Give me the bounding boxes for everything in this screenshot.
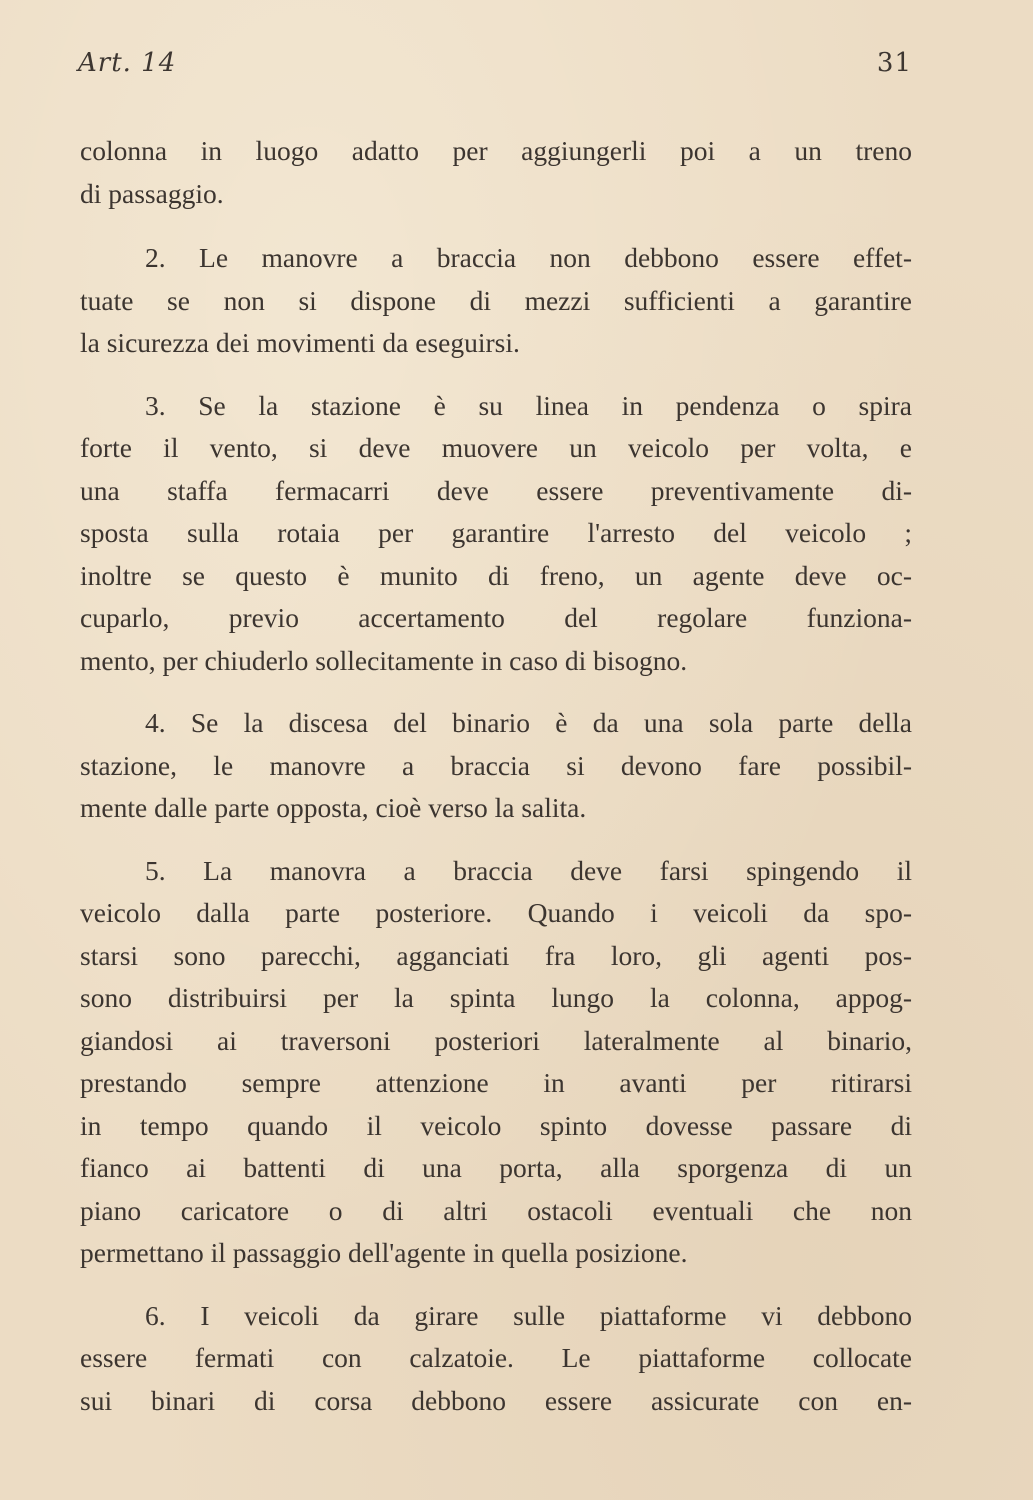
paragraph-5 xyxy=(80,850,912,1275)
paragraph-6 xyxy=(80,1295,912,1423)
text-line: 5. La manovra a braccia deve farsi spingendo il xyxy=(145,854,912,886)
paragraph-continuation xyxy=(80,130,912,215)
text-line: 4. Se la discesa del binario è da una sola parte della xyxy=(145,707,912,738)
text-line: di passaggio. xyxy=(80,177,224,209)
text-line: 6. I veicoli da girare sulle piattaforme vi debbono xyxy=(145,1299,912,1331)
text-line: mento, per chiuderlo sollecitamente in caso di bisogno. xyxy=(80,644,688,676)
paragraph-3 xyxy=(80,385,912,683)
text-line: stazione, le manovre a braccia si devono fare possibil- xyxy=(80,749,912,781)
paragraph-4 xyxy=(80,702,912,830)
text-line: cuparlo, previo accertamento del regolare funziona- xyxy=(80,602,912,633)
paragraph-2 xyxy=(80,237,912,365)
text-line: fianco ai battenti di una porta, alla sporgenza di un xyxy=(80,1152,912,1183)
text-line: sono distribuirsi per la spinta lungo la colonna, appog- xyxy=(80,982,912,1013)
text-line: inoltre se questo è munito di freno, un agente deve oc- xyxy=(80,559,912,591)
text-line: la sicurezza dei movimenti da eseguirsi. xyxy=(80,327,520,358)
text-line: sposta sulla rotaia per garantire l'arresto del veicolo ; xyxy=(80,517,912,548)
text-line: colonna in luogo adatto per aggiungerli poi a un treno xyxy=(80,135,912,166)
text-line: 3. Se la stazione è su linea in pendenza o spira xyxy=(145,389,912,421)
text-line: una staffa fermacarri deve essere preventivamente di- xyxy=(80,474,912,506)
text-line: prestando sempre attenzione in avanti per ritirarsi xyxy=(80,1067,912,1098)
text-line: starsi sono parecchi, agganciati fra loro, gli agenti pos- xyxy=(80,939,912,971)
text-line: sui binari di corsa debbono essere assicurate con en- xyxy=(80,1384,912,1416)
text-line: 2. Le manovre a braccia non debbono essere effet- xyxy=(145,242,912,273)
running-header xyxy=(78,48,912,92)
text-line: in tempo quando il veicolo spinto dovesse passare di xyxy=(80,1109,912,1141)
text-line: giandosi ai traversoni posteriori lateralmente al binario, xyxy=(80,1024,912,1056)
text-line: tuate se non si dispone di mezzi sufficienti a garantire xyxy=(80,284,912,316)
text-line: mente dalle parte opposta, cioè verso la salita. xyxy=(80,792,587,823)
text-line: permettano il passaggio dell'agente in quella posizione. xyxy=(80,1237,688,1268)
body-text xyxy=(80,130,912,1442)
page-number: 31 xyxy=(876,48,912,78)
text-line: essere fermati con calzatoie. Le piattaforme collocate xyxy=(80,1342,912,1373)
text-line: piano caricatore o di altri ostacoli eventuali che non xyxy=(80,1194,912,1226)
text-line: forte il vento, si deve muovere un veicolo per volta, e xyxy=(80,432,912,463)
text-line: veicolo dalla parte posteriore. Quando i veicoli da spo- xyxy=(80,897,912,928)
article-reference: Art. 14 xyxy=(78,48,177,78)
